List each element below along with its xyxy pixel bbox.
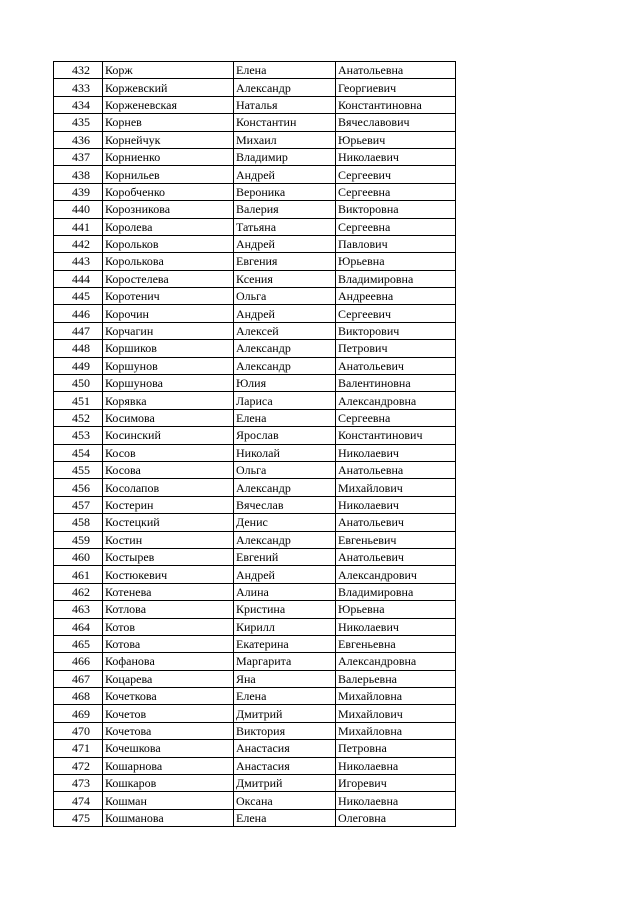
table-row [54,288,456,305]
table-row [54,722,456,739]
last-name-cell: Костин [103,531,234,548]
patronymic-cell: Михайлович [336,479,456,496]
row-number-cell: 457 [54,496,103,513]
last-name-cell: Корчагин [103,322,234,339]
table-row [54,792,456,809]
row-number-cell: 446 [54,305,103,322]
row-number-cell: 443 [54,253,103,270]
patronymic-cell: Петровна [336,740,456,757]
patronymic-cell: Анатольевна [336,461,456,478]
first-name-cell: Виктория [234,722,336,739]
last-name-cell: Кошман [103,792,234,809]
last-name-cell: Костырев [103,548,234,565]
row-number-cell: 433 [54,79,103,96]
first-name-cell: Елена [234,62,336,79]
table-row [54,148,456,165]
last-name-cell: Кочеткова [103,688,234,705]
first-name-cell: Андрей [234,305,336,322]
first-name-cell: Александр [234,340,336,357]
roster-table [53,61,456,827]
row-number-cell: 470 [54,722,103,739]
last-name-cell: Кошманова [103,809,234,826]
first-name-cell: Ярослав [234,427,336,444]
patronymic-cell: Александрович [336,566,456,583]
row-number-cell: 465 [54,635,103,652]
row-number-cell: 471 [54,740,103,757]
patronymic-cell: Николаевна [336,757,456,774]
last-name-cell: Коршунова [103,375,234,392]
table-row [54,531,456,548]
patronymic-cell: Сергеевна [336,218,456,235]
first-name-cell: Елена [234,688,336,705]
first-name-cell: Елена [234,809,336,826]
first-name-cell: Евгений [234,548,336,565]
row-number-cell: 459 [54,531,103,548]
patronymic-cell: Викторовна [336,201,456,218]
table-row [54,653,456,670]
first-name-cell: Евгения [234,253,336,270]
patronymic-cell: Евгеньевна [336,635,456,652]
last-name-cell: Корнильев [103,166,234,183]
table-row [54,548,456,565]
patronymic-cell: Юрьевна [336,601,456,618]
last-name-cell: Коршиков [103,340,234,357]
row-number-cell: 448 [54,340,103,357]
first-name-cell: Ксения [234,270,336,287]
row-number-cell: 473 [54,775,103,792]
first-name-cell: Лариса [234,392,336,409]
table-row [54,79,456,96]
patronymic-cell: Константиновна [336,96,456,113]
last-name-cell: Котова [103,635,234,652]
last-name-cell: Котлова [103,601,234,618]
patronymic-cell: Андреевна [336,288,456,305]
last-name-cell: Кофанова [103,653,234,670]
last-name-cell: Корниенко [103,148,234,165]
row-number-cell: 445 [54,288,103,305]
patronymic-cell: Петрович [336,340,456,357]
last-name-cell: Коростелева [103,270,234,287]
table-row [54,583,456,600]
row-number-cell: 450 [54,375,103,392]
row-number-cell: 439 [54,183,103,200]
first-name-cell: Вячеслав [234,496,336,513]
table-row [54,514,456,531]
first-name-cell: Анастасия [234,757,336,774]
table-row [54,166,456,183]
table-row [54,270,456,287]
row-number-cell: 467 [54,670,103,687]
patronymic-cell: Сергеевна [336,183,456,200]
patronymic-cell: Михайловна [336,722,456,739]
patronymic-cell: Николаевич [336,618,456,635]
last-name-cell: Кочетова [103,722,234,739]
table-row [54,392,456,409]
first-name-cell: Александр [234,79,336,96]
row-number-cell: 454 [54,444,103,461]
table-row [54,96,456,113]
row-number-cell: 461 [54,566,103,583]
table-row [54,809,456,826]
row-number-cell: 437 [54,148,103,165]
row-number-cell: 434 [54,96,103,113]
first-name-cell: Кирилл [234,618,336,635]
table-row [54,131,456,148]
last-name-cell: Костецкий [103,514,234,531]
table-row [54,409,456,426]
last-name-cell: Кочетов [103,705,234,722]
table-row [54,427,456,444]
table-row [54,62,456,79]
first-name-cell: Николай [234,444,336,461]
row-number-cell: 441 [54,218,103,235]
patronymic-cell: Валентиновна [336,375,456,392]
first-name-cell: Константин [234,114,336,131]
row-number-cell: 455 [54,461,103,478]
row-number-cell: 444 [54,270,103,287]
first-name-cell: Александр [234,531,336,548]
first-name-cell: Андрей [234,235,336,252]
first-name-cell: Александр [234,357,336,374]
row-number-cell: 468 [54,688,103,705]
patronymic-cell: Николаевич [336,496,456,513]
patronymic-cell: Николаевич [336,444,456,461]
patronymic-cell: Михайлович [336,705,456,722]
last-name-cell: Корочин [103,305,234,322]
row-number-cell: 474 [54,792,103,809]
first-name-cell: Ольга [234,288,336,305]
first-name-cell: Дмитрий [234,775,336,792]
table-row [54,305,456,322]
patronymic-cell: Валерьевна [336,670,456,687]
table-row [54,461,456,478]
patronymic-cell: Александровна [336,392,456,409]
row-number-cell: 458 [54,514,103,531]
table-row [54,114,456,131]
row-number-cell: 472 [54,757,103,774]
table-row [54,705,456,722]
last-name-cell: Корольков [103,235,234,252]
row-number-cell: 449 [54,357,103,374]
row-number-cell: 436 [54,131,103,148]
last-name-cell: Коршунов [103,357,234,374]
first-name-cell: Татьяна [234,218,336,235]
last-name-cell: Коробченко [103,183,234,200]
row-number-cell: 453 [54,427,103,444]
last-name-cell: Корнейчук [103,131,234,148]
last-name-cell: Коротенич [103,288,234,305]
first-name-cell: Оксана [234,792,336,809]
table-row [54,183,456,200]
table-row [54,340,456,357]
row-number-cell: 460 [54,548,103,565]
patronymic-cell: Евгеньевич [336,531,456,548]
patronymic-cell: Анатольевич [336,357,456,374]
patronymic-cell: Владимировна [336,270,456,287]
row-number-cell: 438 [54,166,103,183]
table-row [54,444,456,461]
row-number-cell: 451 [54,392,103,409]
last-name-cell: Косинский [103,427,234,444]
table-row [54,322,456,339]
last-name-cell: Корявка [103,392,234,409]
first-name-cell: Юлия [234,375,336,392]
row-number-cell: 469 [54,705,103,722]
last-name-cell: Костерин [103,496,234,513]
last-name-cell: Косов [103,444,234,461]
roster-table-body [54,62,456,827]
table-row [54,635,456,652]
first-name-cell: Маргарита [234,653,336,670]
row-number-cell: 447 [54,322,103,339]
patronymic-cell: Михайловна [336,688,456,705]
patronymic-cell: Георгиевич [336,79,456,96]
patronymic-cell: Анатольевич [336,514,456,531]
last-name-cell: Кошкаров [103,775,234,792]
table-row [54,479,456,496]
table-row [54,201,456,218]
table-row [54,375,456,392]
last-name-cell: Королева [103,218,234,235]
table-row [54,253,456,270]
last-name-cell: Коцарева [103,670,234,687]
last-name-cell: Кошарнова [103,757,234,774]
table-row [54,496,456,513]
first-name-cell: Андрей [234,566,336,583]
first-name-cell: Михаил [234,131,336,148]
patronymic-cell: Константинович [336,427,456,444]
table-row [54,757,456,774]
table-row [54,618,456,635]
patronymic-cell: Олеговна [336,809,456,826]
table-row [54,235,456,252]
last-name-cell: Кочешкова [103,740,234,757]
last-name-cell: Котов [103,618,234,635]
patronymic-cell: Юрьевич [336,131,456,148]
table-row [54,601,456,618]
patronymic-cell: Вячеславович [336,114,456,131]
row-number-cell: 442 [54,235,103,252]
row-number-cell: 475 [54,809,103,826]
first-name-cell: Дмитрий [234,705,336,722]
first-name-cell: Валерия [234,201,336,218]
row-number-cell: 466 [54,653,103,670]
patronymic-cell: Анатольевна [336,62,456,79]
first-name-cell: Кристина [234,601,336,618]
row-number-cell: 452 [54,409,103,426]
table-row [54,218,456,235]
last-name-cell: Косова [103,461,234,478]
row-number-cell: 462 [54,583,103,600]
table-row [54,670,456,687]
row-number-cell: 432 [54,62,103,79]
patronymic-cell: Юрьевна [336,253,456,270]
first-name-cell: Денис [234,514,336,531]
first-name-cell: Владимир [234,148,336,165]
first-name-cell: Анастасия [234,740,336,757]
last-name-cell: Коржевский [103,79,234,96]
first-name-cell: Александр [234,479,336,496]
table-row [54,775,456,792]
patronymic-cell: Сергеевна [336,409,456,426]
first-name-cell: Яна [234,670,336,687]
patronymic-cell: Александровна [336,653,456,670]
first-name-cell: Елена [234,409,336,426]
patronymic-cell: Викторович [336,322,456,339]
patronymic-cell: Николаевна [336,792,456,809]
last-name-cell: Корж [103,62,234,79]
first-name-cell: Ольга [234,461,336,478]
last-name-cell: Королькова [103,253,234,270]
first-name-cell: Вероника [234,183,336,200]
first-name-cell: Алексей [234,322,336,339]
row-number-cell: 463 [54,601,103,618]
last-name-cell: Котенева [103,583,234,600]
row-number-cell: 440 [54,201,103,218]
last-name-cell: Костюкевич [103,566,234,583]
last-name-cell: Косолапов [103,479,234,496]
first-name-cell: Наталья [234,96,336,113]
row-number-cell: 435 [54,114,103,131]
first-name-cell: Андрей [234,166,336,183]
table-row [54,688,456,705]
patronymic-cell: Анатольевич [336,548,456,565]
last-name-cell: Корозникова [103,201,234,218]
row-number-cell: 456 [54,479,103,496]
table-row [54,566,456,583]
patronymic-cell: Владимировна [336,583,456,600]
patronymic-cell: Николаевич [336,148,456,165]
table-row [54,740,456,757]
table-row [54,357,456,374]
patronymic-cell: Сергеевич [336,305,456,322]
patronymic-cell: Игоревич [336,775,456,792]
first-name-cell: Алина [234,583,336,600]
last-name-cell: Корнев [103,114,234,131]
patronymic-cell: Сергеевич [336,166,456,183]
patronymic-cell: Павлович [336,235,456,252]
last-name-cell: Корженевская [103,96,234,113]
first-name-cell: Екатерина [234,635,336,652]
last-name-cell: Косимова [103,409,234,426]
row-number-cell: 464 [54,618,103,635]
